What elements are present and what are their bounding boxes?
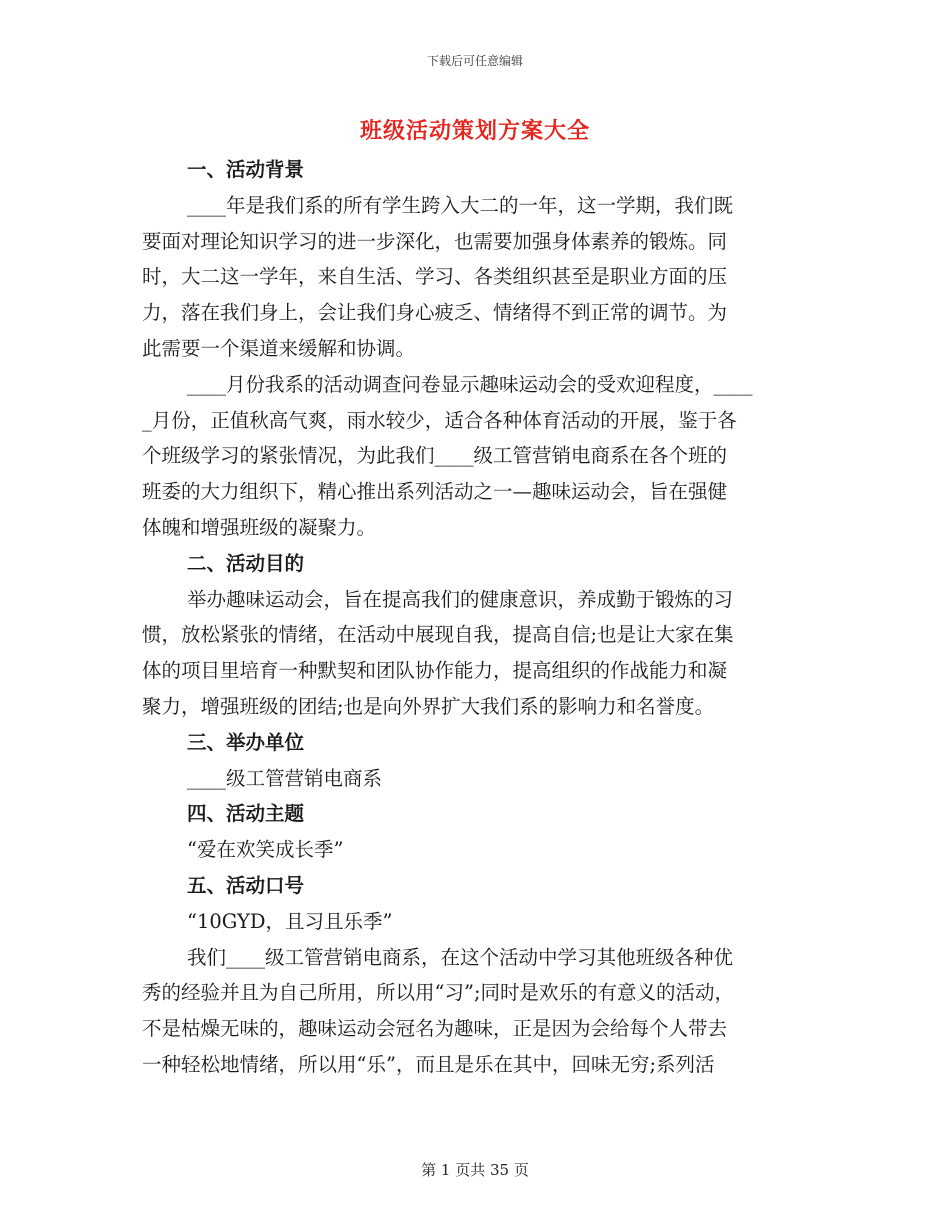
paragraph-line: 我们____级工管营销电商系，在这个活动中学习其他班级各种优 [187, 945, 734, 969]
paragraph-line: ____级工管营销电商系 [187, 766, 383, 790]
paragraph-line: _月份，正值秋高气爽，雨水较少，适合各种体育活动的开展，鉴于各 [142, 408, 737, 432]
section-heading: 三、举办单位 [187, 730, 305, 754]
paragraph-line: 不是枯燥无味的，趣味运动会冠名为趣味，正是因为会给每个人带去 [142, 1017, 728, 1041]
paragraph-line: 惯，放松紧张的情绪，在活动中展现自我，提高自信;也是让大家在集 [142, 623, 734, 647]
paragraph-line: 体的项目里培育一种默契和团队协作能力，提高组织的作战能力和凝 [142, 659, 728, 683]
paragraph-line: ____月份我系的活动调查问卷显示趣味运动会的受欢迎程度，____ [187, 372, 753, 396]
paragraph-line: 个班级学习的紧张情况，为此我们____级工管营销电商系在各个班的 [142, 444, 728, 468]
paragraph-line: 举办趣味运动会，旨在提高我们的健康意识，养成勤于锻炼的习 [187, 587, 734, 611]
section-heading: 一、活动背景 [187, 158, 305, 181]
paragraph-line: 时，大二这一学年，来自生活、学习、各类组织甚至是职业方面的压 [142, 265, 728, 289]
page-number: 第 1 页共 35 页 [421, 1161, 529, 1179]
paragraph-line: 体魄和增强班级的凝聚力。 [142, 515, 377, 539]
paragraph-line: 此需要一个渠道来缓解和协调。 [142, 336, 416, 360]
page-header-note: 下载后可任意编辑 [426, 54, 523, 68]
section-heading: 四、活动主题 [187, 802, 305, 826]
paragraph-line: 要面对理论知识学习的进一步深化，也需要加强身体素养的锻炼。同 [142, 229, 728, 253]
section-heading: 五、活动口号 [187, 873, 305, 897]
section-heading: 二、活动目的 [187, 551, 305, 575]
paragraph-line: “爱在欢笑成长季” [187, 838, 344, 862]
paragraph-line: “10GYD，且习且乐季” [187, 909, 393, 933]
paragraph-line: 秀的经验并且为自己所用，所以用“习”;同时是欢乐的有意义的活动， [142, 981, 735, 1005]
document-title: 班级活动策划方案大全 [359, 118, 590, 144]
paragraph-line: 聚力，增强班级的团结;也是向外界扩大我们系的影响力和名誉度。 [142, 694, 715, 718]
document-body [142, 152, 810, 1083]
paragraph-line: 一种轻松地情绪，所以用“乐”，而且是乐在其中，回味无穷;系列活 [142, 1052, 715, 1076]
paragraph-line: ____年是我们系的所有学生跨入大二的一年，这一学期，我们既 [187, 193, 734, 217]
paragraph-line: 班委的大力组织下，精心推出系列活动之一—趣味运动会，旨在强健 [142, 480, 728, 504]
paragraph-line: 力，落在我们身上，会让我们身心疲乏、情绪得不到正常的调节。为 [142, 301, 728, 325]
